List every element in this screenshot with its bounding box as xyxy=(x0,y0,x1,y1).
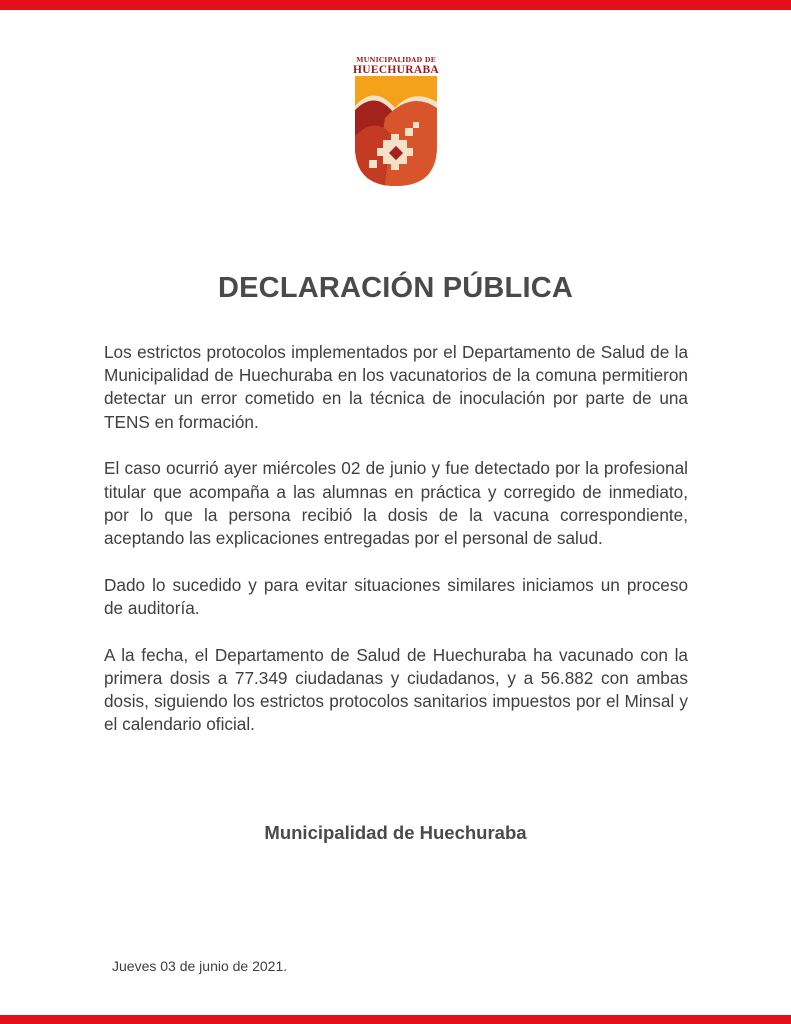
statement-body xyxy=(104,341,688,760)
logo-text-line1: MUNICIPALIDAD DE xyxy=(356,56,436,64)
signature: Municipalidad de Huechuraba xyxy=(264,822,527,843)
page-title: DECLARACIÓN PÚBLICA xyxy=(217,272,573,304)
shield-emblem-icon xyxy=(355,76,437,186)
paragraph-2: El caso ocurrió ayer miércoles 02 de junio y fue detectado por la profesional titular que acompaña a las alumnas en práctica y corregido de inmediato, por lo que la persona recibió la dosis de la vacuna correspondiente, aceptando las explicaciones entregadas por el personal de salud. xyxy=(104,458,688,548)
paragraph-4: A la fecha, el Departamento de Salud de Huechuraba ha vacunado con la primera dosis a 77.349 ciudadanas y ciudadanos, y a 56.882 con ambas dosis, siguiendo los estrictos protocolos sanitarios impuestos por el Minsal y el calendario oficial. xyxy=(104,644,688,735)
municipality-logo xyxy=(350,54,442,188)
paragraph-3: Dado lo sucedido y para evitar situaciones similares iniciamos un proceso de auditoría. xyxy=(104,574,688,618)
date-line: Jueves 03 de junio de 2021. xyxy=(112,958,288,974)
logo-text-line2: HUECHURABA xyxy=(352,64,440,76)
top-red-bar xyxy=(0,0,791,10)
bottom-red-bar xyxy=(0,1015,791,1024)
paragraph-1: Los estrictos protocolos implementados por el Departamento de Salud de la Municipalidad de Huechuraba en los vacunatorios de la comuna permitieron detectar un error cometido en la técnica de inoculación por parte de una TENS en formación. xyxy=(104,342,688,432)
